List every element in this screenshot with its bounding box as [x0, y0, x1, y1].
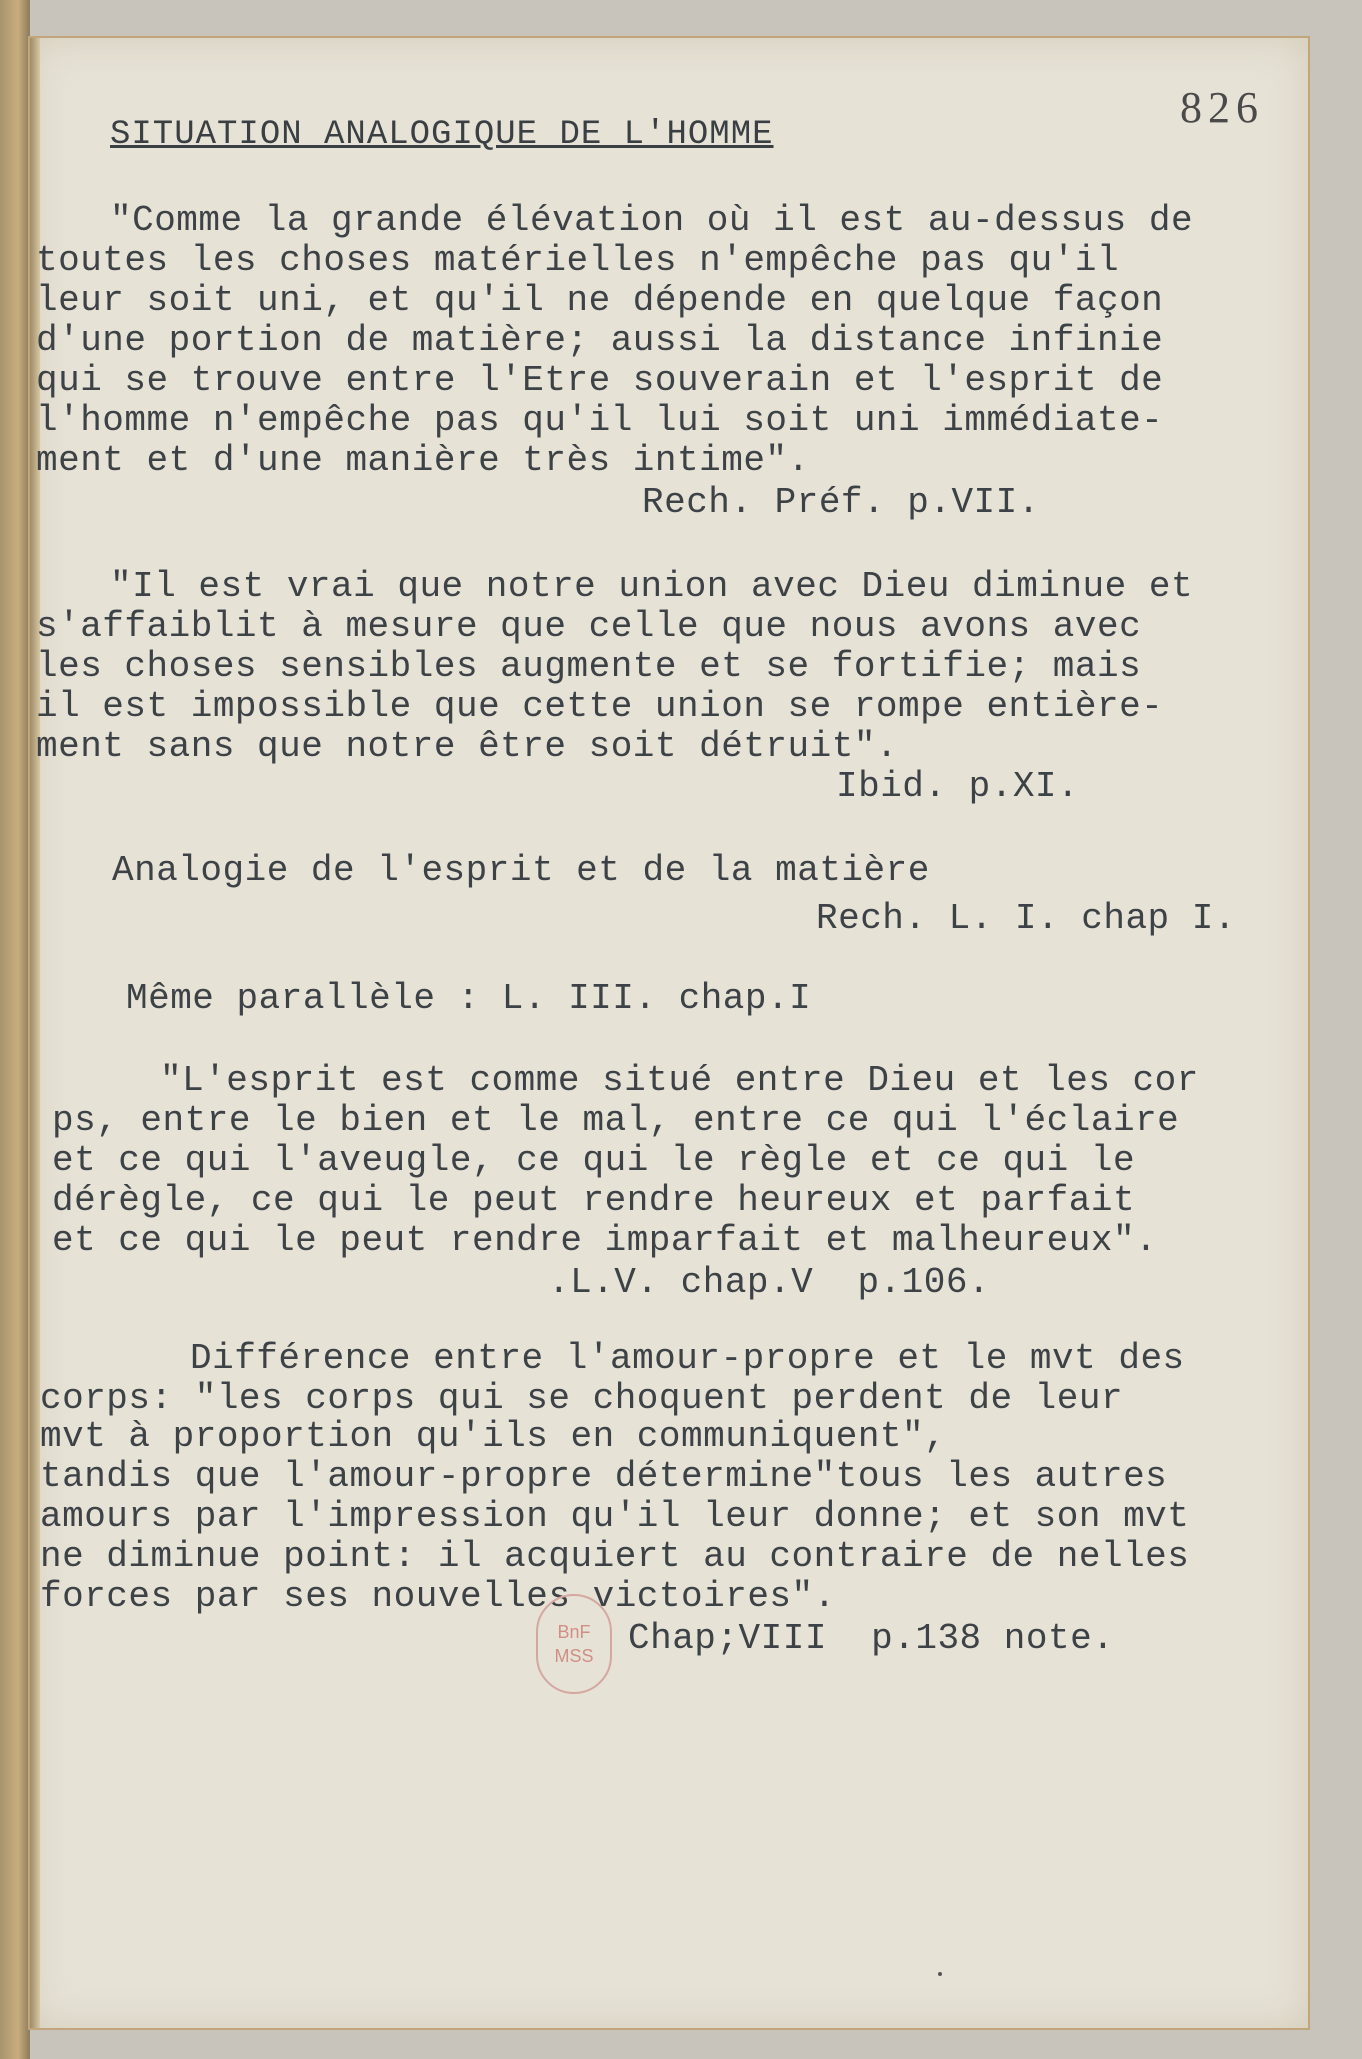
difference-line: Différence entre l'amour-propre et le mvt des: [190, 1338, 1185, 1379]
parallele-line: Même parallèle : L. III. chap.I: [126, 978, 812, 1019]
difference-line: ne diminue point: il acquiert au contraire de nelles: [40, 1536, 1190, 1577]
quote2-line: les choses sensibles augmente et se fortifie; mais: [36, 646, 1142, 687]
quote2-line: s'affaiblit à mesure que celle que nous avons avec: [36, 606, 1142, 647]
difference-line: amours par l'impression qu'il leur donne; et son mvt: [40, 1496, 1190, 1537]
quote1-line: leur soit uni, et qu'il ne dépende en quelque façon: [36, 280, 1164, 321]
quote1-line: ment et d'une manière très intime".: [36, 440, 810, 481]
library-stamp: [536, 1594, 612, 1694]
difference-reference: Chap;VIII p.138 note.: [628, 1618, 1115, 1659]
quote2-line: il est impossible que cette union se rompe entière-: [36, 686, 1164, 727]
quote2-line: "Il est vrai que notre union avec Dieu diminue et: [110, 566, 1194, 607]
quote1-line: qui se trouve entre l'Etre souverain et l'esprit de: [36, 360, 1164, 401]
quote2-reference: Ibid. p.XI.: [836, 766, 1080, 807]
analogie-reference: Rech. L. I. chap I.: [816, 898, 1236, 939]
page-number: 826: [1180, 83, 1264, 132]
quote1-line: l'homme n'empêche pas qu'il lui soit uni immédiate-: [36, 400, 1164, 441]
difference-line: tandis que l'amour-propre détermine"tous les autres: [40, 1456, 1168, 1497]
analogie-heading: Analogie de l'esprit et de la matière: [112, 850, 930, 891]
quote1-reference: Rech. Préf. p.VII.: [642, 482, 1040, 523]
page-title: SITUATION ANALOGIQUE DE L'HOMME: [110, 116, 774, 154]
quote1-line: "Comme la grande élévation où il est au-dessus de: [110, 200, 1194, 241]
binding-edge: [0, 0, 30, 2059]
quote1-line: toutes les choses matérielles n'empêche pas qu'il: [36, 240, 1120, 281]
quote3-line: "L'esprit est comme situé entre Dieu et les cor: [160, 1060, 1199, 1101]
difference-line: forces par ses nouvelles victoires".: [40, 1576, 836, 1617]
quote3-line: dérègle, ce qui le peut rendre heureux et parfait: [52, 1180, 1136, 1221]
stamp-line: MSS: [554, 1646, 594, 1666]
stamp-line: BnF: [557, 1622, 591, 1642]
quote3-line: et ce qui l'aveugle, ce qui le règle et ce qui le: [52, 1140, 1136, 1181]
difference-line: corps: "les corps qui se choquent perdent de leur: [40, 1378, 1124, 1419]
quote3-line: ps, entre le bien et le mal, entre ce qui l'éclaire: [52, 1100, 1180, 1141]
difference-line: mvt à proportion qu'ils en communiquent",: [40, 1416, 947, 1457]
page-mark: [938, 1972, 942, 1976]
quote2-line: ment sans que notre être soit détruit".: [36, 726, 899, 767]
quote3-line: et ce qui le peut rendre imparfait et malheureux".: [52, 1220, 1158, 1261]
quote3-reference: .L.V. chap.V p.106.: [548, 1262, 991, 1303]
quote1-line: d'une portion de matière; aussi la distance infinie: [36, 320, 1164, 361]
typescript-page: [28, 36, 1310, 2030]
